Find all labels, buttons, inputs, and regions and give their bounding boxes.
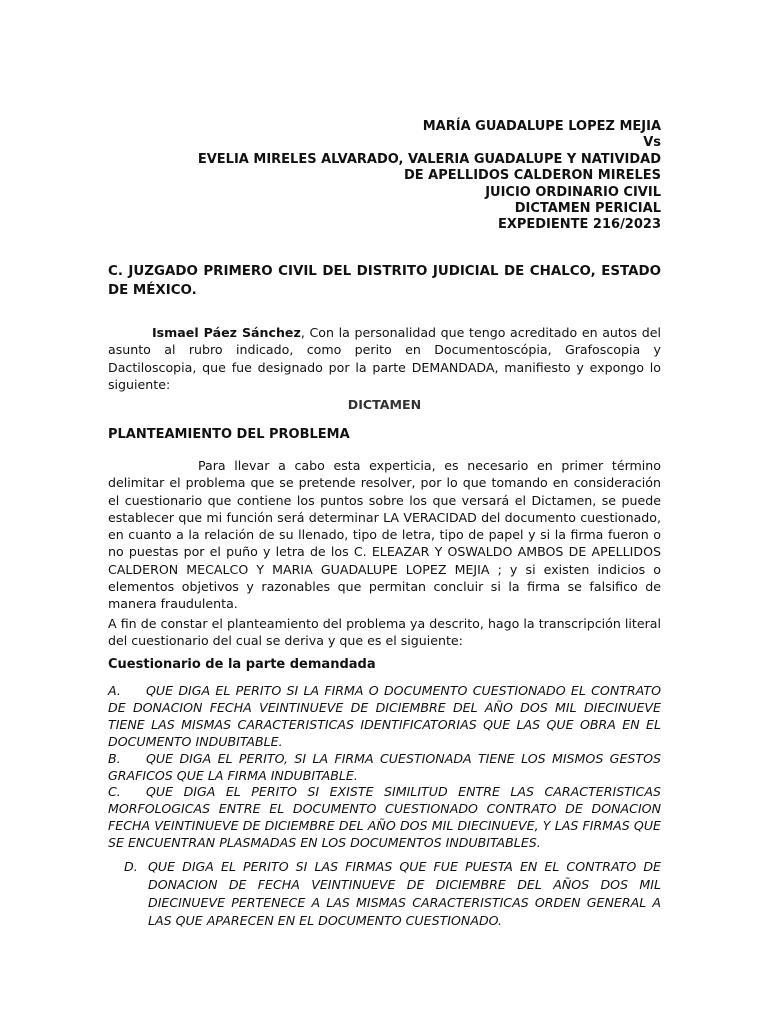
planteamiento-paragraph (108, 457, 661, 613)
header-plaintiff: MARÍA GUADALUPE LOPEZ MEJIA (422, 119, 661, 134)
question-letter: A. (108, 683, 121, 698)
header-trial-type: JUICIO ORDINARIO CIVIL (485, 184, 661, 200)
question-letter: D. (124, 859, 138, 874)
header-document-type: DICTAMEN PERICIAL (514, 201, 661, 217)
question-letter: B. (108, 750, 121, 766)
header-case-number: EXPEDIENTE 216/2023 (497, 217, 661, 233)
case-header (108, 119, 661, 234)
question-item-a (108, 683, 661, 751)
section-heading-planteamiento: PLANTEAMIENTO DEL PROBLEMA (108, 427, 350, 442)
question-item-b (108, 751, 661, 785)
question-list (108, 683, 661, 852)
question-text: QUE DIGA EL PERITO SI LAS FIRMAS QUE FUE PUESTA EN EL CONTRATO DE DONACION DE FECHA VEINTINUEVE DE DICIEMBRE DEL AÑOS DOS MIL DIECINUEVE PERTENECE A LAS MISMAS CARACTERISTICAS ORDEN GENERAL A LAS QUE APARECEN EN EL DOCUMENTO CUESTIONADO. (148, 859, 661, 928)
question-text: QUE DIGA EL PERITO, SI LA FIRMA CUESTIONADA TIENE LOS MISMOS GESTOS GRAFICOS QUE LA FIRMA INDUBITABLE. (108, 750, 661, 783)
transcription-paragraph: A fin de constar el planteamiento del problema ya descrito, hago la transcripción literal del cuestionario del cual se deriva y que es el siguiente: (108, 616, 661, 649)
court-addressee: C. JUZGADO PRIMERO CIVIL DEL DISTRITO JUDICIAL DE CHALCO, ESTADO DE MÉXICO. (108, 264, 661, 298)
header-defendants: EVELIA MIRELES ALVARADO, VALERIA GUADALUPE Y NATIVIDAD (197, 151, 661, 167)
question-text: QUE DIGA EL PERITO SI LA FIRMA O DOCUMENTO CUESTIONADO EL CONTRATO DE DONACION FECHA VEINTINUEVE DE DICIEMBRE DEL AÑO DOS MIL DIECINUEVE TIENE LAS MISMAS CARACTERISTICAS IDENTIFICATORIAS QUE LAS QUE OBRA EN EL DOCUMENTO INDUBITABLE. (108, 683, 661, 749)
dictamen-title: DICTAMEN (347, 397, 422, 412)
intro-paragraph (108, 324, 661, 394)
section-heading-cuestionario: Cuestionario de la parte demandada (108, 657, 376, 672)
header-versus: Vs (643, 135, 661, 151)
header-defendants-surname: DE APELLIDOS CALDERON MIRELES (403, 168, 661, 184)
question-text: QUE DIGA EL PERITO SI EXISTE SIMILITUD ENTRE LAS CARACTERISTICAS MORFOLOGICAS ENTRE EL DOCUMENTO CUESTIONADO CONTRATO DE DONACION FECHA VEINTINUEVE DE DICIEMBRE DEL AÑO DOS MIL DIECINUEVE, Y LAS FIRMAS QUE SE ENCUENTRAN PLASMADAS EN LOS DOCUMENTOS INDUBITABLES. (108, 784, 661, 851)
question-item-d (108, 858, 661, 930)
planteamiento-text: Para llevar a cabo esta experticia, es necesario en primer término delimitar el problema que se pretende resolver, por lo que tomando en consideración el cuestionario que contiene los puntos sobre los que versará el Dictamen, se puede establecer que mi función será determinar LA VERACIDAD del documento cuestionado, en cuanto a la relación de su llenado, tipo de letra, tipo de papel y si la firma fueron o no puestas por el puño y letra de los C. ELEAZAR Y OSWALDO AMBOS DE APELLIDOS CALDERON MECALCO Y MARIA GUADALUPE LOPEZ MEJIA ; y si existen indicios o elementos objetivos y razonables que permitan concluir si la firma se falsifico de manera fraudulenta. (108, 458, 661, 612)
expert-name: Ismael Páez Sánchez (152, 325, 301, 340)
question-letter: C. (108, 784, 121, 800)
question-item-c (108, 784, 661, 852)
intro-text: , Con la personalidad que tengo acreditado en autos del asunto al rubro indicado, como perito en Documentoscópia, Grafoscopia y Dactiloscopia, que fue designado por la parte DEMANDADA, manifiesto y expongo lo siguiente: (108, 325, 661, 393)
